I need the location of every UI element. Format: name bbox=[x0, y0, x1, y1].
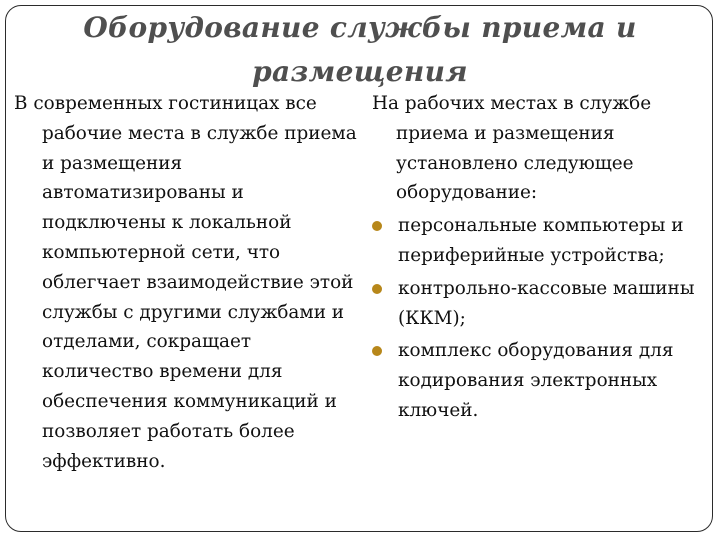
list-item-text: контрольно-кассовые машины (ККМ); bbox=[398, 277, 695, 329]
list-item bbox=[372, 336, 712, 425]
slide-title-line-1: Оборудование службы приема и bbox=[83, 11, 637, 44]
left-paragraph: В современных гостиницах все рабочие места в службе приема и размещения автоматизированы и подключены к локальной компьютерной сети, что облегчает взаимодействие этой службы с другими службами и отделами, сокращает количество времени для обеспечения коммуникаций и позволяет работать более эффективно. bbox=[14, 93, 357, 472]
round-bullet-icon bbox=[372, 284, 382, 294]
slide-title bbox=[0, 6, 720, 94]
left-column bbox=[14, 89, 364, 476]
list-item bbox=[372, 274, 712, 334]
slide-title-line-2: размещения bbox=[252, 55, 468, 88]
right-intro: На рабочих местах в службе приема и размещения установлено следующее оборудование: bbox=[372, 93, 652, 204]
list-item-text: комплекс оборудования для кодирования электронных ключей. bbox=[398, 340, 674, 421]
round-bullet-icon bbox=[372, 346, 382, 356]
list-item bbox=[372, 211, 712, 271]
equipment-list bbox=[372, 211, 712, 426]
round-bullet-icon bbox=[372, 221, 382, 231]
right-column bbox=[372, 89, 712, 426]
list-item-text: персональные компьютеры и периферийные устройства; bbox=[398, 215, 684, 266]
